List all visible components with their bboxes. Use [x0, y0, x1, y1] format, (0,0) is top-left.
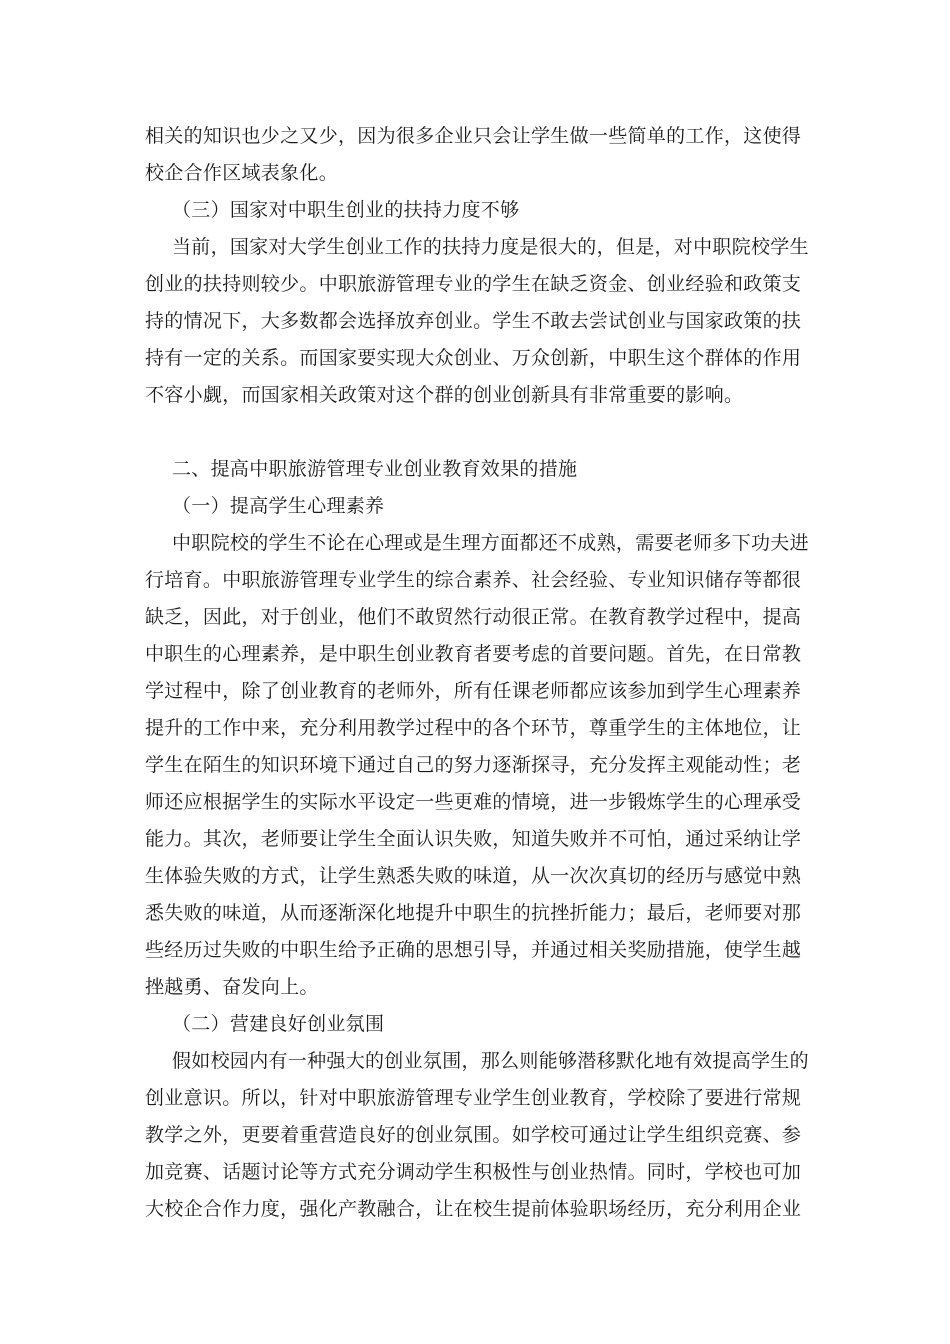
text-line: 持有一定的关系。而国家要实现大众创业、万众创新，中职生这个群体的作用	[145, 347, 802, 369]
text-line: 学生在陌生的知识环境下通过自己的努力逐渐探寻，充分发挥主观能动性；老	[145, 754, 802, 776]
text-line: 挫越勇、奋发向上。	[145, 976, 319, 998]
text-line: 校企合作区域表象化。	[145, 162, 339, 184]
text-line: 不容小觑，而国家相关政策对这个群的创业创新具有非常重要的影响。	[145, 384, 744, 406]
text-line: 教学之外，更要着重营造良好的创业氛围。如学校可通过让学生组织竞赛、参	[145, 1124, 802, 1146]
text-line: 提升的工作中来，充分利用教学过程中的各个环节，尊重学生的主体地位，让	[145, 717, 802, 739]
paragraph-continuation	[145, 118, 815, 192]
section-gap	[145, 414, 815, 451]
section-title-2: 二、提高中职旅游管理专业创业教育效果的措施	[172, 458, 578, 480]
text-line: 相关的知识也少之又少，因为很多企业只会让学生做一些简单的工作，这使得	[145, 125, 802, 147]
text-line: 些经历过失败的中职生给予正确的思想引导，并通过相关奖励措施，使学生越	[145, 939, 802, 961]
subheading-2-1: （一）提高学生心理素养	[172, 495, 385, 517]
text-line: 生体验失败的方式，让学生熟悉失败的味道，从一次次真切的经历与感觉中熟	[145, 865, 802, 887]
text-line: 中职院校的学生不论在心理或是生理方面都还不成熟，需要老师多下功夫进	[172, 532, 809, 554]
text-line: 缺乏，因此，对于创业，他们不敢贸然行动很正常。在教育教学过程中，提高	[145, 606, 802, 628]
paragraph-3	[145, 229, 815, 414]
text-line: 当前，国家对大学生创业工作的扶持力度是很大的，但是，对中职院校学生	[172, 236, 809, 258]
text-line: 学过程中，除了创业教育的老师外，所有任课老师都应该参加到学生心理素养	[145, 680, 802, 702]
text-line: 持的情况下，大多数都会选择放弃创业。学生不敢去尝试创业与国家政策的扶	[145, 310, 802, 332]
text-line: 加竞赛、话题讨论等方式充分调动学生积极性与创业热情。同时，学校也可加	[145, 1161, 802, 1183]
text-line: 创业意识。所以，针对中职旅游管理专业学生创业教育，学校除了要进行常规	[145, 1087, 802, 1109]
text-line: 中职生的心理素养，是中职生创业教育者要考虑的首要问题。首先，在日常教	[145, 643, 802, 665]
subheading-3: （三）国家对中职生创业的扶持力度不够	[172, 199, 520, 221]
text-line: 师还应根据学生的实际水平设定一些更难的情境，进一步锻炼学生的心理承受	[145, 791, 802, 813]
text-line: 创业的扶持则较少。中职旅游管理专业的学生在缺乏资金、创业经验和政策支	[145, 273, 802, 295]
text-line: 悉失败的味道，从而逐渐深化地提升中职生的抗挫折能力；最后，老师要对那	[145, 902, 802, 924]
text-line: 假如校园内有一种强大的创业氛围，那么则能够潜移默化地有效提高学生的	[172, 1050, 809, 1072]
text-line: 大校企合作力度，强化产教融合，让在校生提前体验职场经历，充分利用企业	[145, 1198, 802, 1220]
text-line: 行培育。中职旅游管理专业学生的综合素养、社会经验、专业知识储存等都很	[145, 569, 802, 591]
paragraph-2-2	[145, 1043, 815, 1228]
text-line: 能力。其次，老师要让学生全面认识失败，知道失败并不可怕，通过采纳让学	[145, 828, 802, 850]
subheading-2-2: （二）营建良好创业氛围	[172, 1013, 385, 1035]
paragraph-2-1	[145, 525, 815, 1006]
document-page	[145, 118, 815, 1228]
